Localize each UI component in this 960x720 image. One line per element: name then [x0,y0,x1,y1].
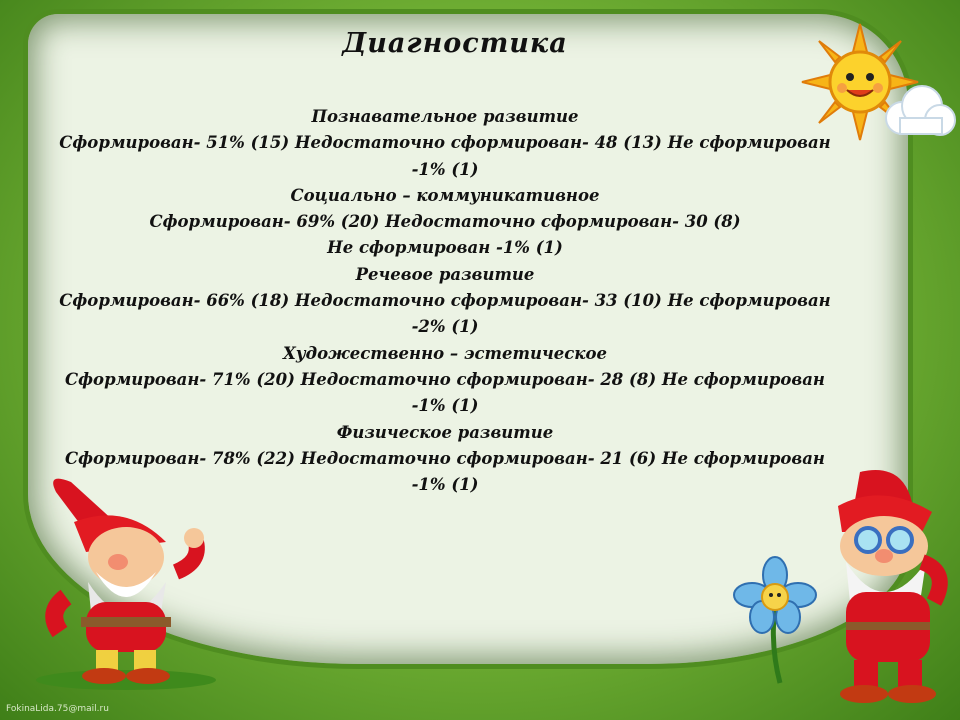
text-line: Сформирован- 51% (15) Недостаточно сформирован- 48 (13) Не сформирован [59,133,831,153]
section-heading: Познавательное развитие [311,107,579,126]
cloud-icon [880,82,958,140]
gnome-left-icon [26,472,226,694]
section-heading: Физическое развитие [336,422,554,442]
diagnostics-text [30,104,860,498]
text-line: Сформирован- 78% (22) Недостаточно сформирован- 21 (6) Не сформирован [65,448,825,468]
text-line: Сформирован- 66% (18) Недостаточно сформирован- 33 (10) Не сформирован [59,291,831,311]
section-heading: Художественно – эстетическое [283,343,607,363]
section-heading: Социально – коммуникативное [290,185,600,205]
text-line: Сформирован- 71% (20) Недостаточно сформирован- 28 (8) Не сформирован [65,369,825,389]
text-line: -1% (1) [411,475,479,495]
page-title: Диагностика [342,28,568,59]
text-line: -1% (1) [411,396,479,416]
section-heading: Речевое развитие [355,264,535,284]
flower-icon [730,555,820,685]
text-line: -1% (1) [411,159,479,179]
text-line: -2% (1) [411,317,479,337]
text-line: Сформирован- 69% (20) Недостаточно сформирован- 30 (8) [149,212,741,232]
watermark: FokinaLida.75@mail.ru [6,704,109,714]
text-line: Не сформирован -1% (1) [327,238,563,258]
